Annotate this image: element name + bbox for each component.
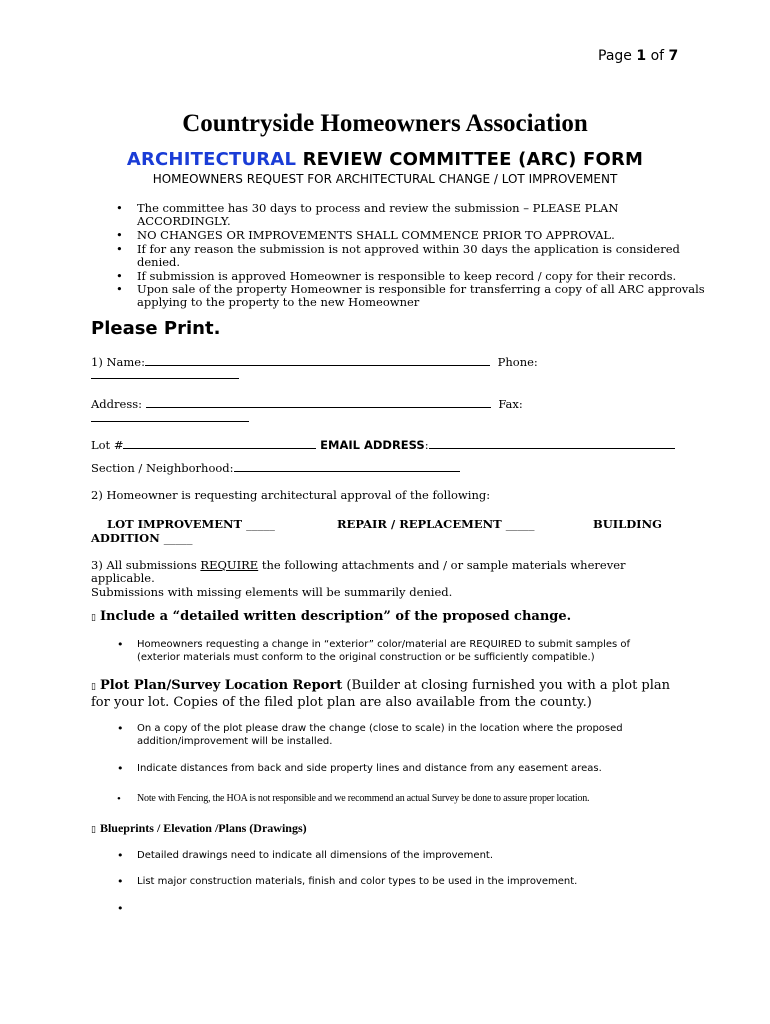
item3-bullet: [117, 850, 657, 863]
bullet-icon: •: [117, 638, 124, 651]
item3-heading: [91, 821, 307, 836]
phone-field[interactable]: [91, 378, 239, 379]
section3-intro-before: 3) All submissions: [91, 558, 201, 572]
section3-warning: Submissions with missing elements will be summarily denied.: [91, 585, 453, 599]
building-label: BUILDING: [593, 517, 662, 531]
bullet-text: List major construction materials, finish and color types to be used in the improvement.: [137, 876, 578, 887]
item2-bullet: [117, 723, 657, 748]
item3-heading-text: Blueprints / Elevation /Plans (Drawings): [99, 821, 307, 835]
page-current: 1: [636, 48, 647, 64]
lot-label: Lot #: [91, 438, 124, 452]
address-field[interactable]: [146, 407, 491, 408]
email-field[interactable]: [429, 448, 675, 449]
bullet-icon: •: [116, 242, 123, 256]
page-number: [598, 48, 678, 64]
rule-text: The committee has 30 days to process and review the submission – PLEASE PLAN ACCORDINGLY.: [137, 201, 619, 229]
bullet-icon: •: [116, 282, 123, 296]
bullet-text: Indicate distances from back and side property lines and distance from any easement areas.: [137, 763, 602, 774]
section3-intro: [91, 559, 636, 586]
bullet-icon: •: [117, 722, 124, 735]
bullet-icon: •: [116, 201, 123, 215]
section3-require: REQUIRE: [200, 558, 259, 572]
item1-heading-text: Include a “detailed written description” of the proposed change.: [99, 609, 572, 624]
section-row: [91, 461, 460, 475]
bullet-icon: •: [117, 875, 124, 888]
building-addition-option[interactable]: [91, 531, 192, 545]
rule-item: [116, 202, 707, 229]
bullet-text: Detailed drawings need to indicate all dimensions of the improvement.: [137, 850, 494, 861]
section2-intro: 2) Homeowner is requesting architectural approval of the following:: [91, 488, 491, 502]
bullet-icon: •: [117, 793, 121, 805]
addition-blank: _____: [163, 531, 193, 545]
checkbox-icon[interactable]: ▯: [91, 613, 96, 623]
name-field[interactable]: [145, 365, 490, 366]
rule-item: [116, 243, 707, 270]
phone-label: Phone:: [497, 355, 538, 369]
lot-improvement-blank: _____: [246, 517, 275, 531]
rule-text: If for any reason the submission is not approved within 30 days the application is considered denied.: [137, 242, 680, 270]
lot-improvement-label: LOT IMPROVEMENT: [107, 517, 243, 531]
checkbox-icon[interactable]: ▯: [91, 682, 96, 692]
item2-heading: [91, 678, 691, 711]
page-total: 7: [668, 48, 679, 64]
email-label: EMAIL ADDRESS: [320, 438, 425, 452]
form-title-rest: REVIEW COMMITTEE (ARC) FORM: [296, 149, 644, 170]
item1-bullet: [117, 639, 657, 664]
bullet-icon: •: [116, 228, 123, 242]
fax-field[interactable]: [91, 421, 249, 422]
page-label: Page: [598, 48, 632, 64]
rule-item: [116, 283, 707, 310]
name-phone-row: [91, 355, 538, 369]
lot-improvement-option[interactable]: [107, 517, 275, 531]
lot-email-row: [91, 438, 675, 452]
rule-item: [116, 229, 707, 242]
item2-heading-rest: (Builder at closing furnished you with a plot plan for your lot. Copies of the filed plot plan are also available from the county.): [91, 678, 671, 710]
name-label: 1) Name:: [91, 355, 145, 369]
bullet-icon: •: [117, 849, 124, 862]
bullet-icon: •: [116, 269, 123, 283]
addition-label: ADDITION: [91, 531, 160, 545]
item2-bullet: [117, 763, 657, 776]
form-subtitle: HOMEOWNERS REQUEST FOR ARCHITECTURAL CHANGE / LOT IMPROVEMENT: [152, 172, 618, 186]
bullet-text: Homeowners requesting a change in “exterior” color/material are REQUIRED to submit samples of (exterior materials must conform to the original construction or be sufficiently compatible.): [137, 639, 631, 663]
document-title: Countryside Homeowners Association: [182, 110, 588, 137]
fax-label: Fax:: [498, 397, 523, 411]
item3-bullet: [117, 876, 657, 889]
lot-field[interactable]: [123, 448, 316, 449]
repair-replacement-blank: _____: [505, 517, 535, 531]
bullet-icon: •: [117, 902, 124, 915]
bullet-icon: •: [117, 762, 124, 775]
page-of: of: [650, 48, 665, 64]
rule-text: NO CHANGES OR IMPROVEMENTS SHALL COMMENCE PRIOR TO APPROVAL.: [137, 228, 615, 242]
email-colon: :: [424, 438, 429, 452]
please-print-heading: Please Print.: [91, 318, 221, 339]
section-field[interactable]: [234, 471, 460, 472]
bullet-text: On a copy of the plot please draw the change (close to scale) in the location where the proposed addition/improvement will be installed.: [137, 723, 623, 747]
section-label: Section / Neighborhood:: [91, 461, 234, 475]
rule-text: Upon sale of the property Homeowner is responsible for transferring a copy of all ARC approvals applying to the property to the new Homeowner: [137, 282, 705, 310]
item2-heading-bold: Plot Plan/Survey Location Report: [99, 678, 343, 693]
repair-replacement-label: REPAIR / REPLACEMENT: [337, 517, 502, 531]
rule-text: If submission is approved Homeowner is responsible to keep record / copy for their records.: [137, 269, 677, 283]
form-title-highlight: ARCHITECTURAL: [126, 149, 297, 170]
item2-bullet: [117, 793, 657, 806]
address-fax-row: [91, 397, 523, 411]
checkbox-icon[interactable]: ▯: [91, 825, 96, 835]
form-title: [0, 149, 770, 170]
repair-replacement-option[interactable]: [337, 517, 534, 531]
section3-intro-after: the following attachments and / or sample materials wherever applicable.: [91, 558, 626, 586]
address-label: Address:: [91, 397, 143, 411]
bullet-text: Note with Fencing, the HOA is not responsible and we recommend an actual Survey be done to assure proper location.: [137, 793, 590, 804]
item1-heading: [91, 609, 571, 624]
